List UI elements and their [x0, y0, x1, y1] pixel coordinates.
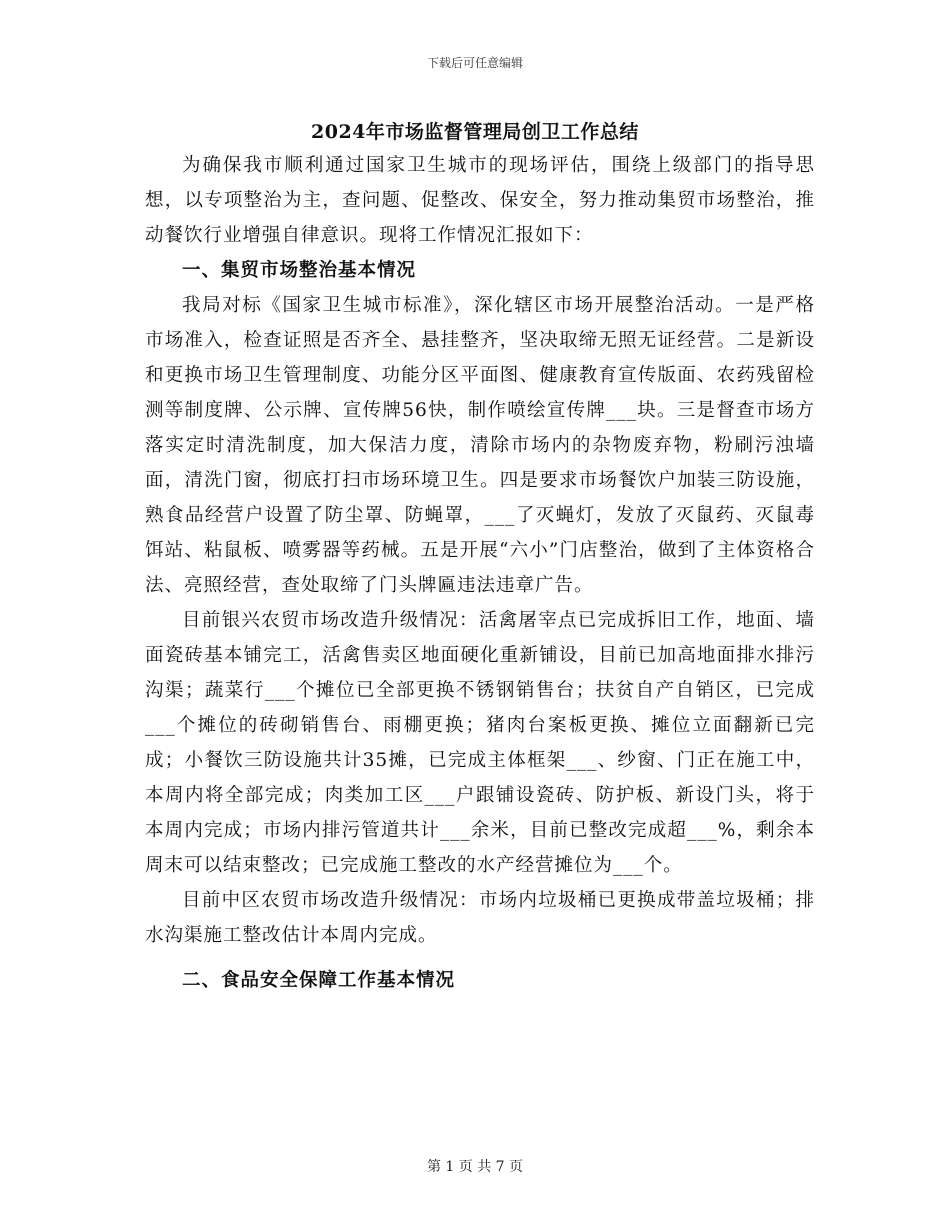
zhongqu-market-paragraph: 目前中区农贸市场改造升级情况：市场内垃圾桶已更换成带盖垃圾桶；排水沟渠施工整改估计本周内完成。 [145, 890, 815, 946]
header-note: 下载后可任意编辑 [426, 56, 523, 70]
document-title: 2024年市场监督管理局创卫工作总结 [311, 121, 639, 143]
section-heading-1: 一、集贸市场整治基本情况 [182, 260, 417, 281]
market-rectification-paragraph: 我局对标《国家卫生城市标准》，深化辖区市场开展整治活动。一是严格市场准入，检查证照是否齐全、悬挂整齐，坚决取缔无照无证经营。二是新设和更换市场卫生管理制度、功能分区平面图、健康教育宣传版面、农药残留检测等制度牌、公示牌、宣传牌56快，制作喷绘宣传牌___块。三是督查市场方落实定时清洗制度，加大保洁力度，清除市场内的杂物废弃物，粉刷污浊墙面，清洗门窗，彻底打扫市场环境卫生。四是要求市场餐饮户加装三防设施，熟食品经营户设置了防尘罩、防蝇罩，___了灭蝇灯，发放了灭鼠药、灭鼠毒饵站、粘鼠板、喷雾器等药械。五是开展“六小”门店整治，做到了主体资格合法、亮照经营，查处取缔了门头牌匾违法违章广告。 [145, 295, 815, 596]
document-body [145, 148, 815, 998]
intro-paragraph: 为确保我市顺利通过国家卫生城市的现场评估，围绕上级部门的指导思想，以专项整治为主，查问题、促整改、保安全，努力推动集贸市场整治，推动餐饮行业增强自律意识。现将工作情况汇报如下： [145, 155, 815, 246]
yinxing-market-paragraph: 目前银兴农贸市场改造升级情况：活禽屠宰点已完成拆旧工作，地面、墙面瓷砖基本铺完工，活禽售卖区地面硬化重新铺设，目前已加高地面排水排污沟渠；蔬菜行___个摊位已全部更换不锈钢销售台；扶贫自产自销区，已完成___个摊位的砖砌销售台、雨棚更换；猪肉台案板更换、摊位立面翻新已完成；小餐饮三防设施共计35摊，已完成主体框架___、纱窗、门正在施工中，本周内将全部完成；肉类加工区___户跟铺设瓷砖、防护板、新设门头，将于本周内完成；市场内排污管道共计___余米，目前已整改完成超___%，剩余本周末可以结束整改；已完成施工整改的水产经营摊位为___个。 [145, 610, 815, 876]
page-number: 第 1 页 共 7 页 [426, 1159, 524, 1175]
section-heading-2: 二、食品安全保障工作基本情况 [182, 970, 456, 991]
